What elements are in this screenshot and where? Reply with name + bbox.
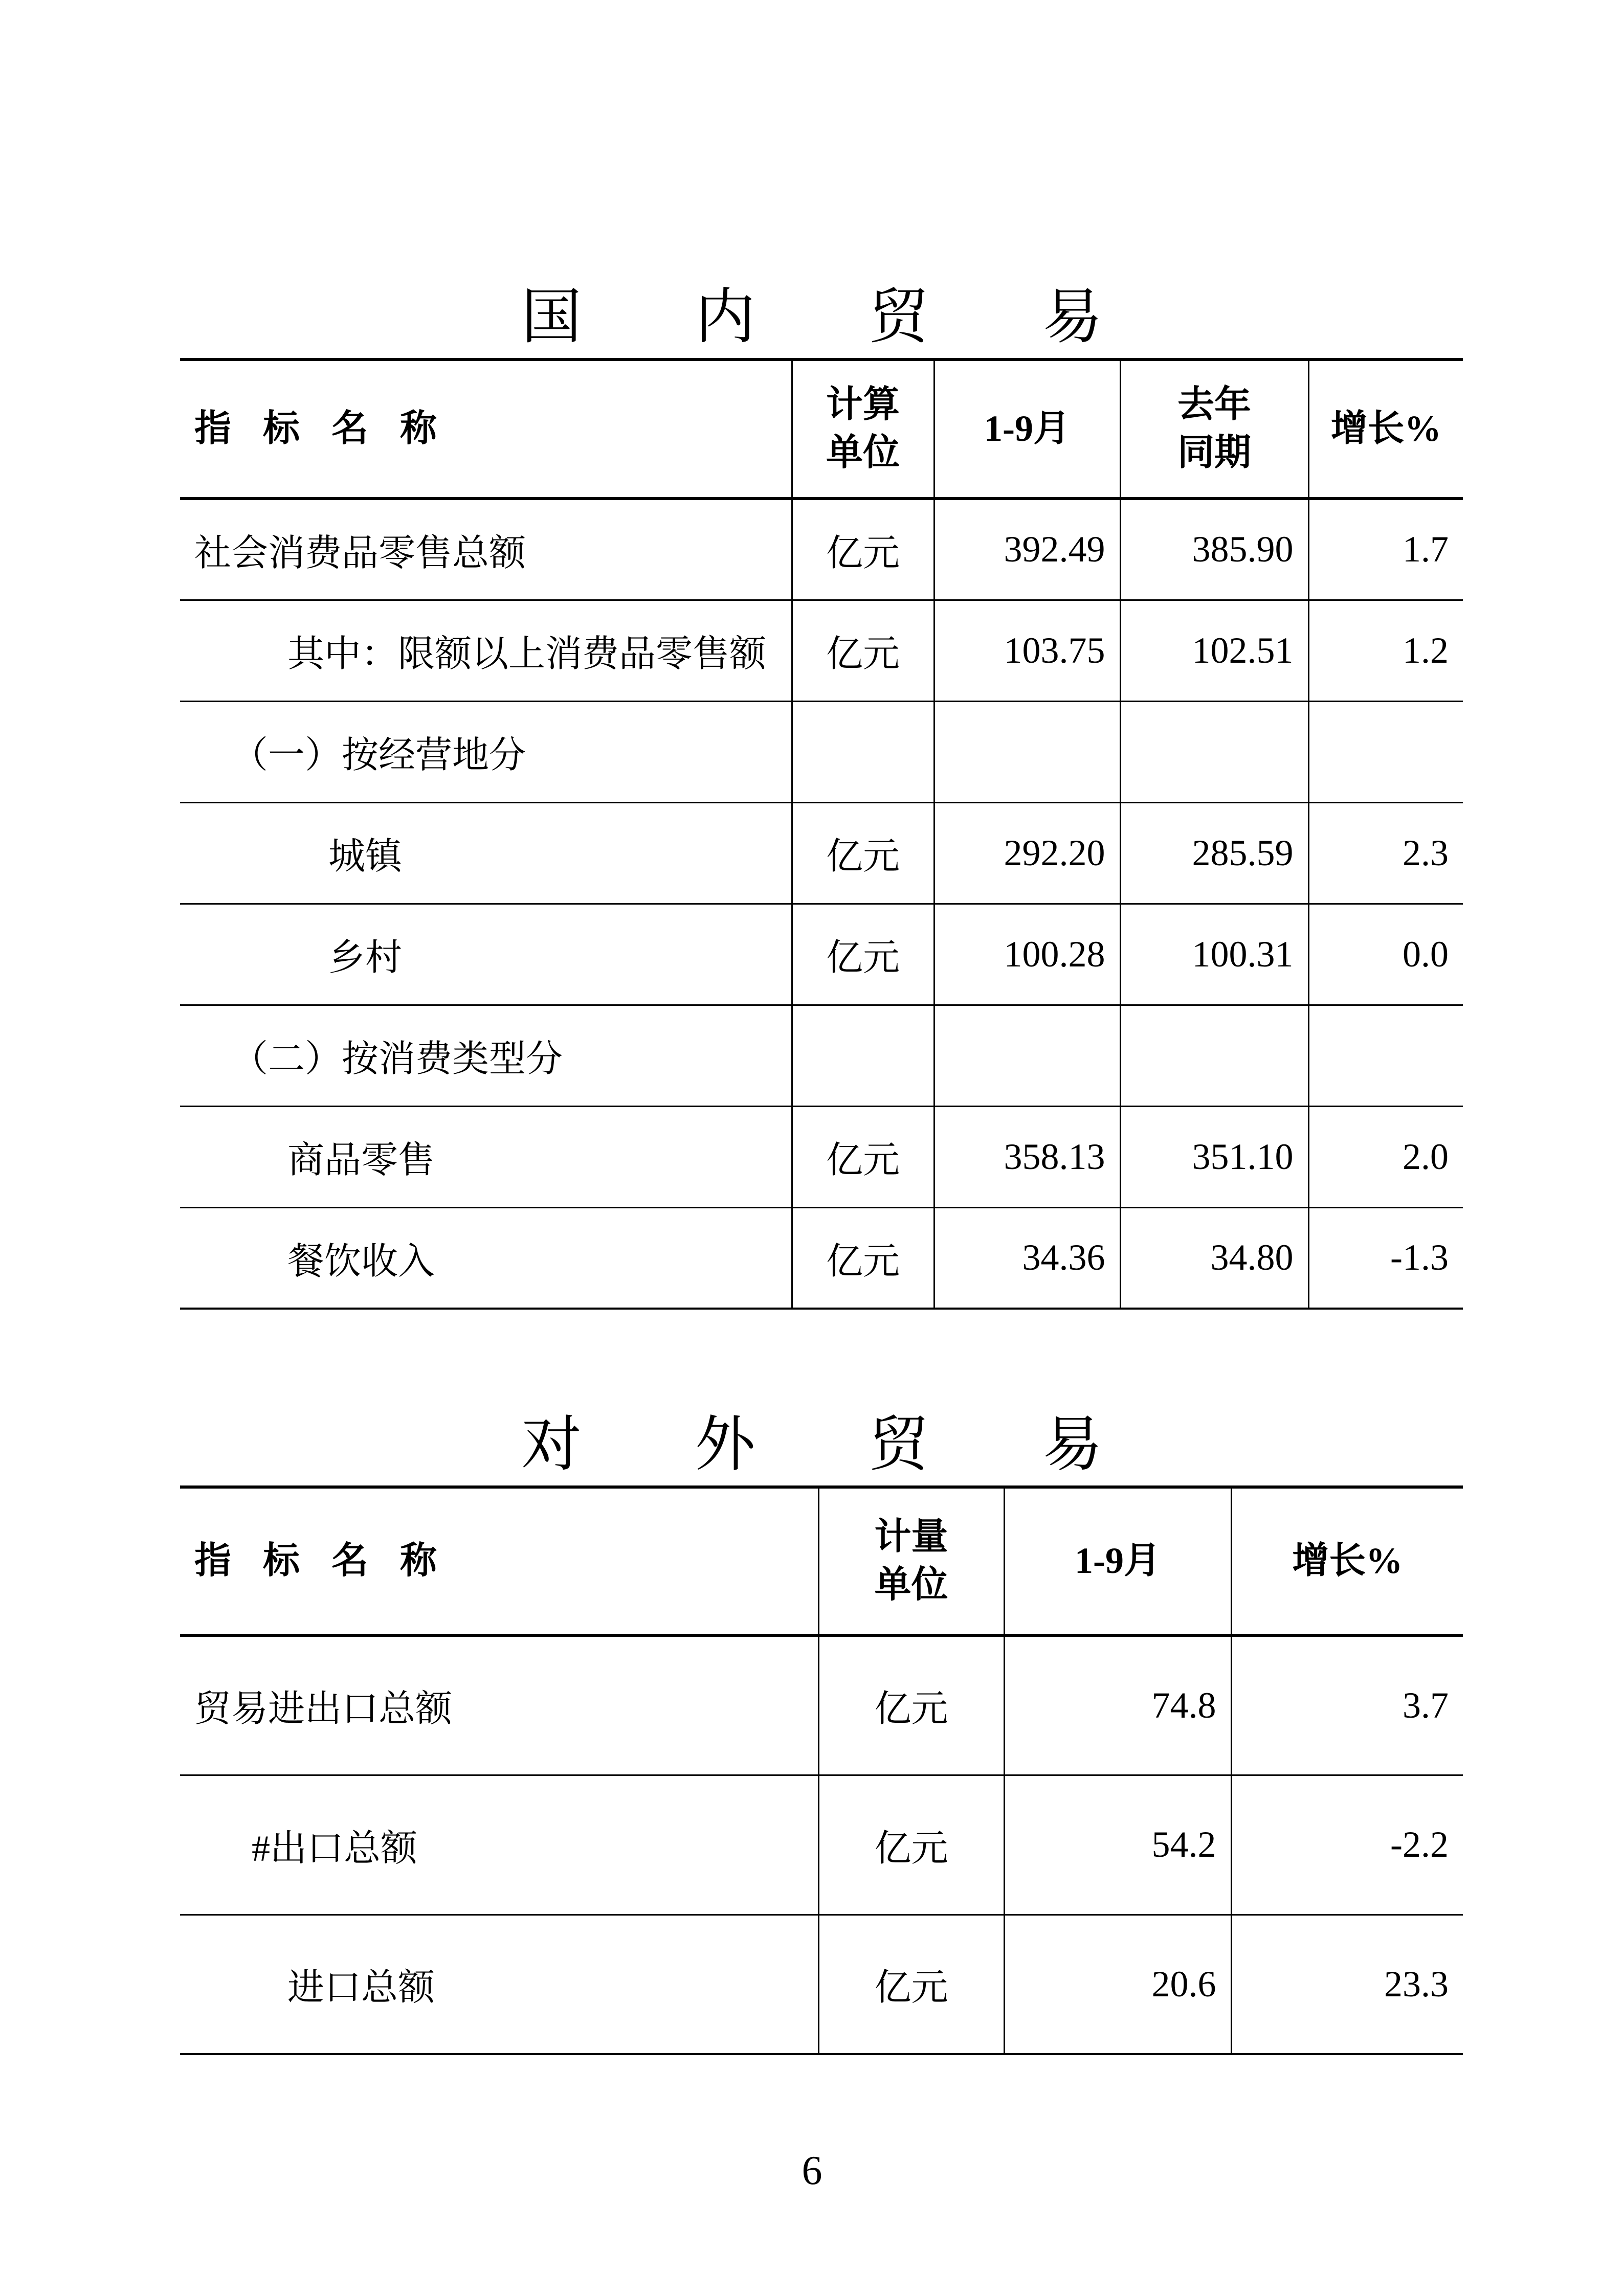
growth-cell: 3.7 bbox=[1231, 1635, 1463, 1775]
indicator-name-cell: 乡村 bbox=[180, 904, 792, 1005]
growth-cell bbox=[1308, 1005, 1463, 1106]
table-row bbox=[180, 1106, 1463, 1207]
table-row bbox=[180, 904, 1463, 1005]
last-year-value-cell: 385.90 bbox=[1120, 499, 1308, 600]
table-row bbox=[180, 1915, 1463, 2054]
current-value-cell bbox=[934, 1005, 1120, 1106]
growth-cell: 0.0 bbox=[1308, 904, 1463, 1005]
table-row bbox=[180, 1635, 1463, 1775]
domestic-trade-table bbox=[180, 358, 1463, 1310]
last-year-value-cell bbox=[1120, 701, 1308, 802]
unit-cell: 亿元 bbox=[792, 802, 934, 904]
header-unit-line2: 单位 bbox=[874, 1564, 948, 1605]
current-value-cell: 392.49 bbox=[934, 499, 1120, 600]
page-number: 6 bbox=[802, 2148, 822, 2193]
indicator-name-cell: 其中：限额以上消费品零售额 bbox=[180, 600, 792, 701]
table-row bbox=[180, 701, 1463, 802]
growth-cell: 1.7 bbox=[1308, 499, 1463, 600]
header-last-year-line1: 去年 bbox=[1177, 384, 1251, 425]
header-unit-line2: 单位 bbox=[826, 432, 900, 473]
last-year-value-cell: 285.59 bbox=[1120, 802, 1308, 904]
indicator-name-cell: 贸易进出口总额 bbox=[180, 1635, 818, 1775]
current-value-cell: 358.13 bbox=[934, 1106, 1120, 1207]
indicator-name-cell: 进口总额 bbox=[180, 1915, 818, 2054]
unit-cell: 亿元 bbox=[818, 1915, 1004, 2054]
unit-cell: 亿元 bbox=[792, 600, 934, 701]
indicator-name-cell: 餐饮收入 bbox=[180, 1207, 792, 1309]
unit-cell: 亿元 bbox=[792, 499, 934, 600]
unit-cell: 亿元 bbox=[792, 1106, 934, 1207]
current-value-cell: 74.8 bbox=[1004, 1635, 1231, 1775]
growth-cell bbox=[1308, 701, 1463, 802]
header-unit-line1: 计算 bbox=[826, 384, 900, 425]
last-year-value-cell bbox=[1120, 1005, 1308, 1106]
last-year-value-cell: 102.51 bbox=[1120, 600, 1308, 701]
growth-cell: 1.2 bbox=[1308, 600, 1463, 701]
growth-cell: -2.2 bbox=[1231, 1775, 1463, 1915]
header-indicator-name: 指标名称 bbox=[180, 359, 792, 499]
unit-cell: 亿元 bbox=[818, 1775, 1004, 1915]
header-growth: 增长% bbox=[1231, 1487, 1463, 1635]
table-header-row bbox=[180, 359, 1463, 499]
domestic-trade-title: 国 内 贸 易 bbox=[521, 281, 1150, 352]
foreign-trade-title: 对 外 贸 易 bbox=[521, 1409, 1150, 1479]
header-unit bbox=[818, 1487, 1004, 1635]
table-row bbox=[180, 1005, 1463, 1106]
table-row bbox=[180, 499, 1463, 600]
indicator-name-cell: （一）按经营地分 bbox=[180, 701, 792, 802]
growth-cell: 2.3 bbox=[1308, 802, 1463, 904]
indicator-name-cell: 商品零售 bbox=[180, 1106, 792, 1207]
header-period: 1-9月 bbox=[1004, 1487, 1231, 1635]
unit-cell: 亿元 bbox=[792, 904, 934, 1005]
unit-cell: 亿元 bbox=[792, 1207, 934, 1309]
table-row bbox=[180, 1207, 1463, 1309]
header-indicator-name: 指标名称 bbox=[180, 1487, 818, 1635]
header-period: 1-9月 bbox=[934, 359, 1120, 499]
unit-cell: 亿元 bbox=[818, 1635, 1004, 1775]
current-value-cell: 54.2 bbox=[1004, 1775, 1231, 1915]
last-year-value-cell: 351.10 bbox=[1120, 1106, 1308, 1207]
indicator-name-cell: （二）按消费类型分 bbox=[180, 1005, 792, 1106]
header-unit-line1: 计量 bbox=[874, 1516, 948, 1558]
last-year-value-cell: 34.80 bbox=[1120, 1207, 1308, 1309]
unit-cell bbox=[792, 701, 934, 802]
current-value-cell: 292.20 bbox=[934, 802, 1120, 904]
table-row bbox=[180, 600, 1463, 701]
current-value-cell: 103.75 bbox=[934, 600, 1120, 701]
current-value-cell: 20.6 bbox=[1004, 1915, 1231, 2054]
header-growth: 增长% bbox=[1308, 359, 1463, 499]
indicator-name-cell: 城镇 bbox=[180, 802, 792, 904]
header-last-year-line2: 同期 bbox=[1177, 432, 1251, 473]
current-value-cell bbox=[934, 701, 1120, 802]
unit-cell bbox=[792, 1005, 934, 1106]
growth-cell: -1.3 bbox=[1308, 1207, 1463, 1309]
indicator-name-cell: 社会消费品零售总额 bbox=[180, 499, 792, 600]
header-unit bbox=[792, 359, 934, 499]
table-row bbox=[180, 802, 1463, 904]
header-last-year bbox=[1120, 359, 1308, 499]
current-value-cell: 34.36 bbox=[934, 1207, 1120, 1309]
indicator-name-cell: #出口总额 bbox=[180, 1775, 818, 1915]
growth-cell: 23.3 bbox=[1231, 1915, 1463, 2054]
growth-cell: 2.0 bbox=[1308, 1106, 1463, 1207]
table-header-row bbox=[180, 1487, 1463, 1635]
foreign-trade-table bbox=[180, 1485, 1463, 2055]
current-value-cell: 100.28 bbox=[934, 904, 1120, 1005]
table-row bbox=[180, 1775, 1463, 1915]
last-year-value-cell: 100.31 bbox=[1120, 904, 1308, 1005]
